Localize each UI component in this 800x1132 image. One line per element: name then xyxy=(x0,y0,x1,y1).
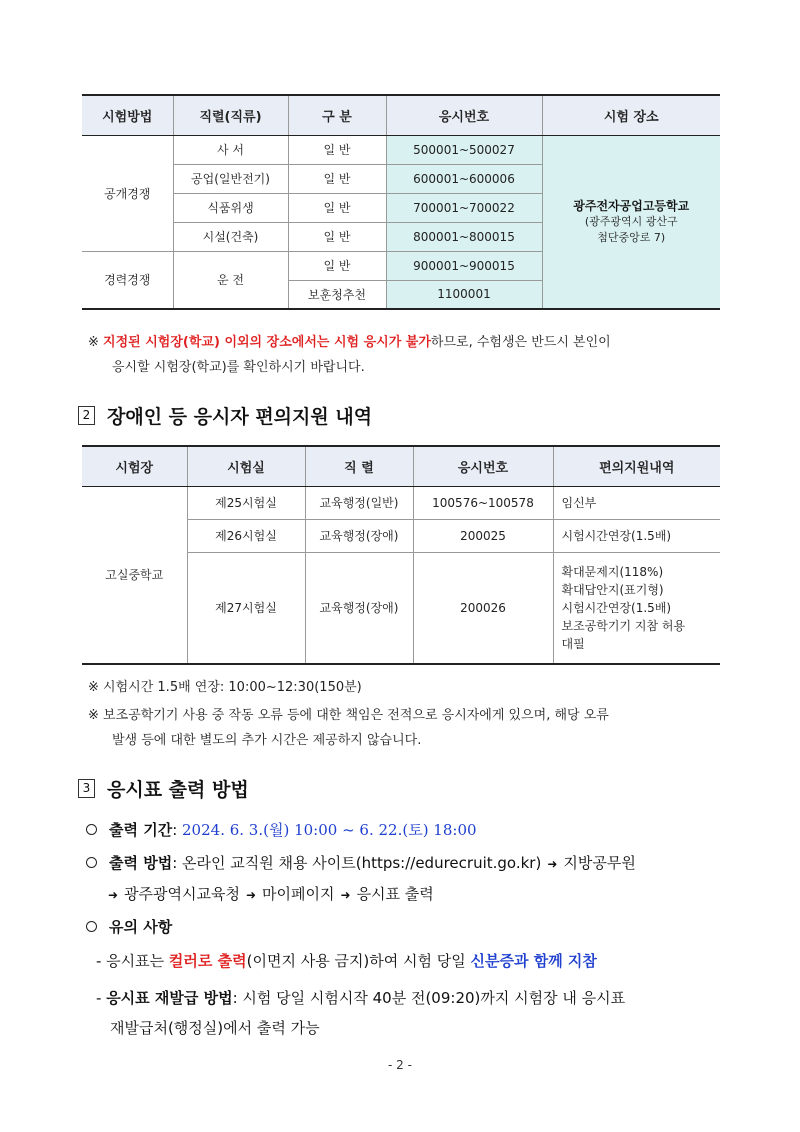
header-cell: 응시번호 xyxy=(386,95,542,135)
caution-text: - 응시표는 xyxy=(96,952,169,970)
table-row xyxy=(82,486,720,519)
print-method xyxy=(86,848,746,910)
venue-address-line: (광주광역시 광산구 xyxy=(584,214,678,228)
number-range-cell: 600001~600006 xyxy=(386,164,542,193)
notice-text: 보조공학기기 사용 중 작동 오류 등에 대한 책임은 전적으로 응시자에게 있으며, 해당 오류 xyxy=(103,708,609,723)
section-title: 응시표 출력 방법 xyxy=(107,779,249,801)
print-method-step: 응시표 출력 xyxy=(356,885,434,903)
section-3-heading xyxy=(78,775,249,802)
support-item: 시험시간연장(1.5배) xyxy=(561,600,672,615)
header-cell: 직 렬 xyxy=(305,446,413,486)
reference-mark: ※ xyxy=(88,708,99,723)
caution-red-text: 컬러로 출력 xyxy=(168,952,247,970)
type-cell: 일 반 xyxy=(288,222,386,251)
caution-line: 재발급처(행정실)에서 출력 가능 xyxy=(110,1019,320,1037)
series-cell: 교육행정(장애) xyxy=(305,519,413,552)
support-cell: 임신부 xyxy=(553,486,720,519)
reissue-label: 응시표 재발급 방법 xyxy=(106,989,233,1007)
caution-heading xyxy=(86,912,172,942)
exam-method-career: 경력경쟁 xyxy=(82,251,173,309)
page-number: - 2 - xyxy=(388,1058,412,1072)
type-cell: 보훈청추천 xyxy=(288,280,386,309)
section-number-box: 2 xyxy=(78,406,95,425)
notice-text: 하므로, 수험생은 반드시 본인이 xyxy=(430,335,611,350)
series-cell: 식품위생 xyxy=(173,193,288,222)
support-item: 확대답안지(표기형) xyxy=(561,582,664,597)
section-2-heading xyxy=(78,402,372,429)
arrow-right-icon: ➜ xyxy=(340,888,351,902)
caution-item-color-print xyxy=(96,946,746,976)
reference-mark: ※ xyxy=(88,680,99,695)
type-cell: 일 반 xyxy=(288,193,386,222)
reference-mark: ※ xyxy=(88,335,99,350)
notice-line xyxy=(88,703,738,728)
series-cell: 사 서 xyxy=(173,135,288,164)
bullet-circle-icon xyxy=(86,824,97,835)
header-cell: 편의지원내역 xyxy=(553,446,720,486)
notice-line: 발생 등에 대한 별도의 추가 시간은 제공하지 않습니다. xyxy=(112,733,422,748)
header-cell: 구 분 xyxy=(288,95,386,135)
arrow-right-icon: ➜ xyxy=(547,857,558,871)
header-cell: 직렬(직류) xyxy=(173,95,288,135)
notice-line: 응시할 시험장(학교)를 확인하시기 바랍니다. xyxy=(112,360,365,375)
venue-name: 광주전자공업고등학교 xyxy=(573,198,690,213)
support-cell: 시험시간연장(1.5배) xyxy=(553,519,720,552)
type-cell: 일 반 xyxy=(288,164,386,193)
type-cell: 일 반 xyxy=(288,251,386,280)
room-cell: 제25시험실 xyxy=(187,486,305,519)
room-cell: 제26시험실 xyxy=(187,519,305,552)
caution-blue-text: 신분증과 함께 지참 xyxy=(470,952,597,970)
bullet-circle-icon xyxy=(86,857,97,868)
venue-notice xyxy=(88,330,738,380)
header-cell: 시험 장소 xyxy=(542,95,720,135)
accommodation-table xyxy=(82,445,720,665)
arrow-right-icon: ➜ xyxy=(108,888,119,902)
support-item: 보조공학기기 지참 허용 xyxy=(561,618,686,633)
exam-venue-cell: 고실중학교 xyxy=(82,486,187,664)
print-period-label: 출력 기간 xyxy=(109,821,173,839)
accommodation-notice xyxy=(88,675,738,753)
header-cell: 시험방법 xyxy=(82,95,173,135)
print-method-label: 출력 방법 xyxy=(109,854,173,872)
bullet-circle-icon xyxy=(86,921,97,932)
notice-text: 시험시간 1.5배 연장: 10:00~12:30(150분) xyxy=(103,680,362,695)
venue-address-line: 첨단중앙로 7) xyxy=(597,230,666,244)
print-method-step: 지방공무원 xyxy=(563,854,636,872)
header-cell: 시험실 xyxy=(187,446,305,486)
number-range-cell: 900001~900015 xyxy=(386,251,542,280)
caution-text: (이면지 사용 금지)하여 시험 당일 xyxy=(246,952,471,970)
series-cell: 공업(일반전기) xyxy=(173,164,288,193)
print-period: 출력 기간: 2024. 6. 3.(월) 10:00 ~ 6. 22.(토) 18:00 xyxy=(86,815,736,845)
notice-line xyxy=(88,330,738,355)
number-range-cell: 700001~700022 xyxy=(386,193,542,222)
print-method-line xyxy=(86,879,746,910)
support-item: 확대문제지(118%) xyxy=(561,564,664,579)
print-method-step: 마이페이지 xyxy=(262,885,335,903)
section-number-box: 3 xyxy=(78,779,95,798)
number-range-cell: 500001~500027 xyxy=(386,135,542,164)
series-cell: 시설(건축) xyxy=(173,222,288,251)
number-cell: 200026 xyxy=(413,552,553,664)
table-header-row xyxy=(82,95,720,135)
series-cell: 교육행정(일반) xyxy=(305,486,413,519)
series-cell: 교육행정(장애) xyxy=(305,552,413,664)
header-cell: 시험장 xyxy=(82,446,187,486)
number-cell: 200025 xyxy=(413,519,553,552)
reissue-text: 시험 당일 시험시작 40분 전(09:20)까지 시험장 내 응시표 xyxy=(242,989,626,1007)
caution-line: - 응시표 재발급 방법: 시험 당일 시험시작 40분 전(09:20)까지 시험장 내 응시표 xyxy=(96,989,626,1007)
room-cell: 제27시험실 xyxy=(187,552,305,664)
support-cell xyxy=(553,552,720,664)
print-method-line: 출력 방법: 온라인 교직원 채용 사이트(https://edurecruit.go.kr) ➜ 지방공무원 xyxy=(86,848,746,879)
notice-warning-text: 지정된 시험장(학교) 이외의 장소에서는 시험 응시가 불가 xyxy=(103,335,431,350)
table-row xyxy=(82,135,720,164)
print-period-value: 2024. 6. 3.(월) 10:00 ~ 6. 22.(토) 18:00 xyxy=(182,821,477,839)
exam-venue-table xyxy=(82,94,720,310)
print-method-text: 온라인 교직원 채용 사이트(https://edurecruit.go.kr) xyxy=(182,854,542,872)
section-title: 장애인 등 응시자 편의지원 내역 xyxy=(107,406,373,428)
number-range-cell: 800001~800015 xyxy=(386,222,542,251)
arrow-right-icon: ➜ xyxy=(245,888,257,902)
type-cell: 일 반 xyxy=(288,135,386,164)
support-item: 대필 xyxy=(561,636,585,651)
caution-item-reissue xyxy=(96,983,746,1043)
series-cell: 운 전 xyxy=(173,251,288,309)
venue-cell xyxy=(542,135,720,309)
print-method-step: 광주광역시교육청 xyxy=(124,885,240,903)
caution-label: 유의 사항 xyxy=(109,918,173,936)
exam-method-open: 공개경쟁 xyxy=(82,135,173,251)
number-range-cell: 1100001 xyxy=(386,280,542,309)
notice-line xyxy=(88,675,738,700)
table-header-row xyxy=(82,446,720,486)
header-cell: 응시번호 xyxy=(413,446,553,486)
number-cell: 100576~100578 xyxy=(413,486,553,519)
